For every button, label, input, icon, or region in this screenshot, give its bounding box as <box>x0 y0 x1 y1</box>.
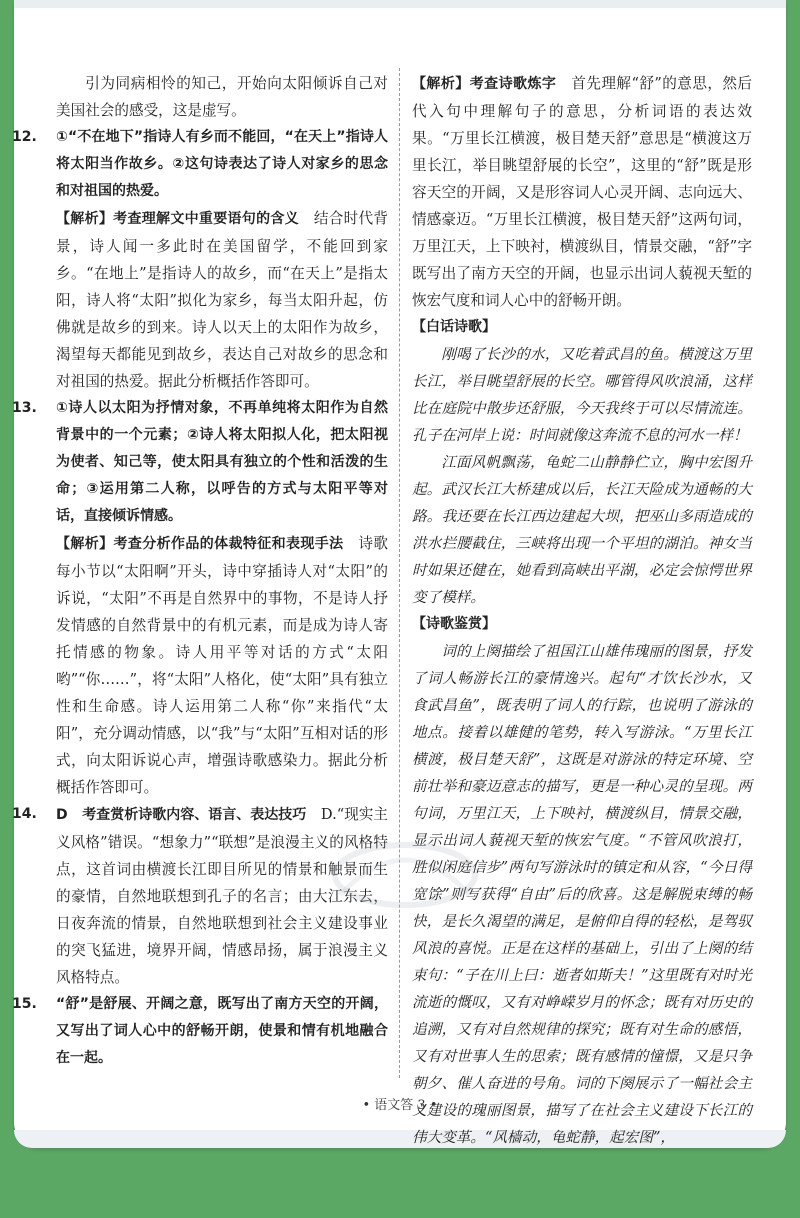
question-number: 13. <box>12 400 37 416</box>
analysis-tag: 【解析】考查诗歌炼字 <box>412 76 557 92</box>
appreciation-paragraph: 词的上阕描绘了祖国江山雄伟瑰丽的图景，抒发了词人畅游长江的豪情逸兴。起句“才饮长沙水，又食武昌鱼”，既表明了词人的行踪，也说明了游泳的地点。接着以雄健的笔势，转入写游泳。“万里长江横渡，极目楚天舒”，这既是对游泳的特定环境、空前壮举和豪迈意志的描写，更是一种心灵的呈现。两句词，万里江天，上下映衬，横渡纵目，情景交融，显示出词人藐视天堑的恢宏气度。“不管风吹浪打，胜似闲庭信步”两句写游泳时的镇定和从容，“今日得宽馀”则写获得“自由”后的欣喜。这是解脱束缚的畅快，是长久渴望的满足，是俯仰自得的轻松，是驾驭风浪的喜悦。正是在这样的基础上，引出了上阕的结束句：“子在川上曰：逝者如斯夫！”这里既有对时光流逝的慨叹，又有对峥嵘岁月的怀念；既有对历史的追溯，又有对自然规律的探究；既有对生命的感悟，又有对世事人生的思索；既有感情的憧憬，又是只争朝夕、催人奋进的号角。词的下阕展示了一幅社会主义建设的瑰丽图景，描写了在社会主义建设下长江的伟大变革。“风樯动，龟蛇静，起宏图”， <box>412 643 752 1146</box>
analysis-tag: 考查赏析诗歌内容、语言、表达技巧 <box>82 807 307 823</box>
analysis-text: 首先理解“舒”的意思，然后代入句中理解句子的意思，分析词语的表达效果。“万里长江横渡，极目楚天舒”意思是“横渡这万里长江，举目眺望舒展的长空”，这里的“舒”既是形容天空的开阔，又是形容词人心灵开阔、志向远大、情感豪迈。“万里长江横渡，极目楚天舒”这两句词，万里江天，上下映衬，横渡纵目，情景交融，“舒”字既写出了南方天空的开阔，也显示出词人藐视天堑的恢宏气度和词人心中的舒畅开朗。 <box>412 75 752 309</box>
analysis-text: D.“现实主义风格”错误。“想象力”“联想”是浪漫主义的风格特点，这首词由横渡长江即目所见的情景和触景而生的豪情，自然地联想到孔子的名言；由大江东去，日夜奔流的情景，自然地联想到社会主义建设事业的突飞猛进，境界开阔，情感昂扬，属于浪漫主义风格特点。 <box>56 806 388 986</box>
right-column <box>412 70 752 1151</box>
answer-text: ①“不在地下”指诗人有乡而不能回，“在天上”指诗人将太阳当作故乡。②这句诗表达了诗人对家乡的思念和对祖国的热爱。 <box>56 129 388 199</box>
question-number: 14. <box>12 806 37 822</box>
answer-text: “舒”是舒展、开阔之意，既写出了南方天空的开阔，又写出了词人心中的舒畅开朗，使景和情有机地融合在一起。 <box>56 996 388 1066</box>
translation-paragraph: 江面风帆飘荡，龟蛇二山静静伫立，胸中宏图升起。武汉长江大桥建成以后，长江天险成为通畅的大路。我还要在长江西边建起大坝，把巫山多雨造成的洪水拦腰截住，三峡将出现一个平坦的湖泊。神女当时如果还健在，她看到高峡出平湖，必定会惊愕世界变了模样。 <box>412 454 752 606</box>
section-title-translation: 【白话诗歌】 <box>412 319 496 335</box>
top-strip <box>14 0 786 8</box>
question-13 <box>12 395 388 530</box>
answer-text: ①诗人以太阳为抒情对象，不再单纯将太阳作为自然背景中的一个元素；②诗人将太阳拟人化，把太阳视为使者、知己等，使太阳具有独立的个性和活泼的生命；③运用第二人称，以呼告的方式与太阳平等对话，直接倾诉情感。 <box>56 400 388 524</box>
analysis-tag: 【解析】考查分析作品的体裁特征和表现手法 <box>56 536 344 552</box>
paragraph-continued: 引为同病相怜的知己，开始向太阳倾诉自己对美国社会的感受，这是虚写。 <box>56 75 388 119</box>
question-number: 12. <box>12 129 37 145</box>
translation-paragraph: 刚喝了长沙的水，又吃着武昌的鱼。横渡这万里长江，举目眺望舒展的长空。哪管得风吹浪涌，这样比在庭院中散步还舒服，今天我终于可以尽情流连。孔子在河岸上说：时间就像这奔流不息的河水一样！ <box>412 346 752 444</box>
question-number: 15. <box>12 996 37 1012</box>
question-12 <box>12 124 388 205</box>
analysis-paragraph <box>412 70 752 314</box>
section-title-appreciation: 【诗歌鉴赏】 <box>412 616 496 632</box>
watermark-graphic <box>300 835 510 915</box>
left-column <box>12 70 388 1072</box>
watermark-logo <box>300 835 510 915</box>
page-footer: • 语文答 3 • <box>362 1098 438 1113</box>
analysis-text: 诗歌每小节以“太阳啊”开头，诗中穿插诗人对“太阳”的诉说，“太阳”不再是自然界中的事物，不是诗人抒发情感的自然背景中的有机元素，而是成为诗人寄托情感的物象。诗人用平等对话的方式“太阳哟”“你……”，将“太阳”人格化，使“太阳”具有独立性和生命感。诗人运用第二人称“你”来指代“太阳”，充分调动情感，以“我”与“太阳”互相对话的形式，向太阳诉说心声，增强诗歌感染力。据此分析概括作答即可。 <box>56 535 388 796</box>
analysis-paragraph <box>56 530 388 801</box>
analysis-text: 结合时代背景，诗人闻一多此时在美国留学，不能回到家乡。“在地上”是指诗人的故乡，而“在天上”是指太阳，诗人将“太阳”拟化为家乡，每当太阳升起，仿佛就是故乡的到来。诗人以天上的太阳作为故乡，渴望每天都能见到故乡，表达自己对故乡的思念和对祖国的热爱。据此分析概括作答即可。 <box>56 210 388 390</box>
column-divider <box>399 68 400 1078</box>
analysis-tag: 【解析】考查理解文中重要语句的含义 <box>56 211 299 227</box>
question-15 <box>12 991 388 1072</box>
answer-choice: D <box>56 807 68 823</box>
analysis-paragraph <box>56 205 388 395</box>
